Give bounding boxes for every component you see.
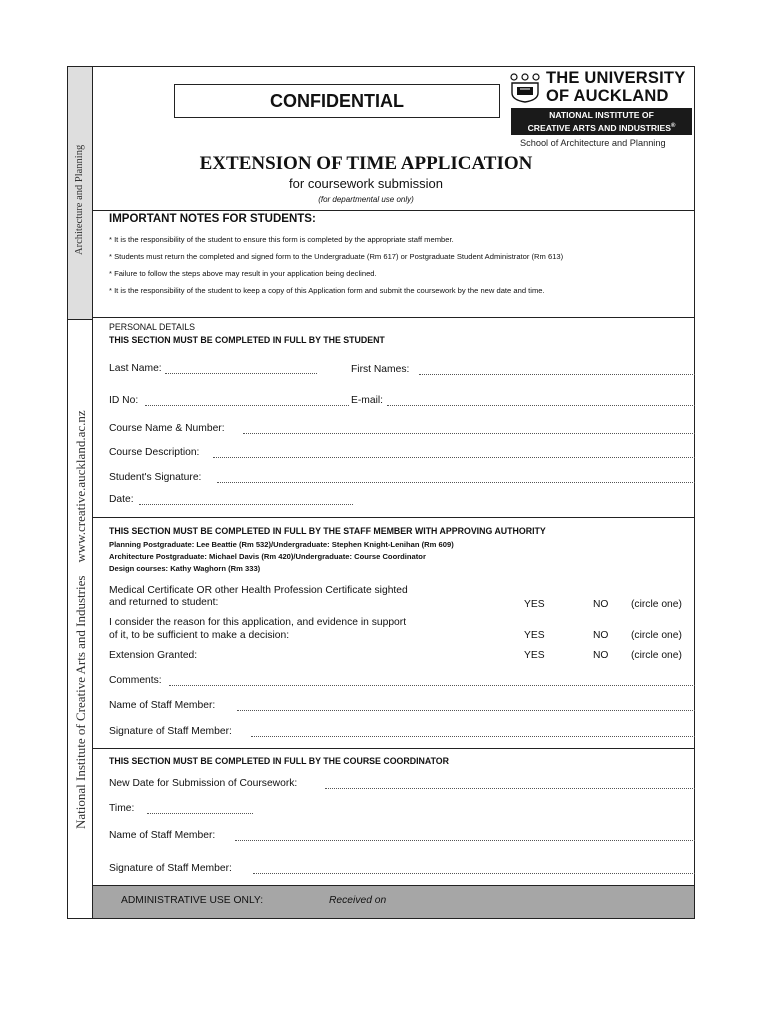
- id-no-label: ID No:: [109, 395, 139, 406]
- sidebar-institute-text: National Institute of Creative Arts and Industries www.creative.auckland.ac.nz: [73, 410, 88, 829]
- staff-contact: Planning Postgraduate: Lee Beattie (Rm 532)/Undergraduate: Stephen Knight-Lenihan (Rm 609): [109, 540, 454, 549]
- staff-signature-label: Signature of Staff Member:: [109, 726, 232, 737]
- staff-signature-field[interactable]: [251, 736, 695, 737]
- staff-contact: Architecture Postgraduate: Michael Davis (Rm 420)/Undergraduate: Course Coordinator: [109, 552, 426, 561]
- no-option[interactable]: NO: [593, 630, 609, 641]
- no-option[interactable]: NO: [593, 650, 609, 661]
- divider: [93, 517, 694, 518]
- coordinator-section-heading: THIS SECTION MUST BE COMPLETED IN FULL BY THE COURSE COORDINATOR: [109, 756, 449, 766]
- note-item: * It is the responsibility of the student to keep a copy of this Application form and submit the coursework by the new date and time.: [109, 286, 545, 295]
- staff-contact: Design courses: Kathy Waghorn (Rm 333): [109, 564, 261, 573]
- administrative-use-bar: [93, 885, 694, 918]
- note-item: * It is the responsibility of the student to ensure this form is completed by the appropriate staff member.: [109, 235, 454, 244]
- last-name-field[interactable]: [165, 373, 317, 374]
- course-name-field[interactable]: [243, 433, 695, 434]
- form-subtitle: for coursework submission: [289, 176, 443, 191]
- departmental-use-note: (for departmental use only): [318, 195, 414, 204]
- sidebar-department-text: Architecture and Planning: [74, 144, 85, 255]
- circle-one-note: (circle one): [631, 630, 682, 641]
- divider: [93, 317, 694, 318]
- note-item: * Students must return the completed and signed form to the Undergraduate (Rm 617) or Postgraduate Student Administrator (Rm 613): [109, 252, 564, 261]
- id-no-field[interactable]: [145, 405, 349, 406]
- received-on-label: Received on: [329, 895, 387, 906]
- yes-option[interactable]: YES: [524, 599, 545, 610]
- no-option[interactable]: NO: [593, 599, 609, 610]
- comments-field[interactable]: [169, 685, 695, 686]
- form-sidebar: [68, 67, 93, 918]
- circle-one-note: (circle one): [631, 599, 682, 610]
- staff-name-field[interactable]: [237, 710, 695, 711]
- university-name: THE UNIVERSITY OF AUCKLAND: [546, 69, 686, 105]
- crest-icon: [508, 73, 542, 103]
- divider: [93, 748, 694, 749]
- date-label: Date:: [109, 494, 134, 505]
- yes-option[interactable]: YES: [524, 630, 545, 641]
- university-logo: [506, 69, 696, 151]
- course-description-label: Course Description:: [109, 447, 200, 458]
- reason-question: I consider the reason for this application, and evidence in support: [109, 617, 407, 628]
- school-name: School of Architecture and Planning: [520, 138, 666, 148]
- medical-certificate-question-cont: and returned to student:: [109, 597, 219, 608]
- email-label: E-mail:: [351, 395, 384, 406]
- course-name-label: Course Name & Number:: [109, 423, 225, 434]
- coordinator-staff-name-field[interactable]: [235, 840, 695, 841]
- staff-section-heading: THIS SECTION MUST BE COMPLETED IN FULL BY THE STAFF MEMBER WITH APPROVING AUTHORITY: [109, 526, 546, 536]
- form-title: EXTENSION OF TIME APPLICATION: [199, 153, 533, 174]
- date-field[interactable]: [139, 504, 353, 505]
- extension-form: [67, 66, 695, 919]
- institute-banner: NATIONAL INSTITUTE OF CREATIVE ARTS AND INDUSTRIES®: [511, 108, 692, 135]
- extension-granted-question: Extension Granted:: [109, 650, 198, 661]
- comments-label: Comments:: [109, 675, 162, 686]
- time-field[interactable]: [147, 813, 253, 814]
- student-section-instruction: THIS SECTION MUST BE COMPLETED IN FULL BY THE STUDENT: [109, 335, 385, 345]
- first-names-field[interactable]: [419, 374, 695, 375]
- student-signature-field[interactable]: [217, 482, 695, 483]
- personal-details-heading: PERSONAL DETAILS: [109, 322, 196, 332]
- confidential-box: CONFIDENTIAL: [174, 84, 500, 118]
- circle-one-note: (circle one): [631, 650, 682, 661]
- yes-option[interactable]: YES: [524, 650, 545, 661]
- staff-name-label: Name of Staff Member:: [109, 700, 216, 711]
- admin-label: ADMINISTRATIVE USE ONLY:: [121, 895, 264, 906]
- last-name-label: Last Name:: [109, 363, 162, 374]
- reason-question-cont: of it, to be sufficient to make a decision:: [109, 630, 290, 641]
- coordinator-staff-signature-label: Signature of Staff Member:: [109, 863, 232, 874]
- notes-heading: IMPORTANT NOTES FOR STUDENTS:: [109, 213, 316, 225]
- first-names-label: First Names:: [351, 364, 410, 375]
- new-date-label: New Date for Submission of Coursework:: [109, 778, 298, 789]
- form-content: [93, 67, 694, 918]
- sidebar-shaded-panel: [68, 67, 92, 320]
- medical-certificate-question: Medical Certificate OR other Health Profession Certificate sighted: [109, 585, 408, 596]
- time-label: Time:: [109, 803, 135, 814]
- course-description-field[interactable]: [213, 457, 695, 458]
- coordinator-staff-name-label: Name of Staff Member:: [109, 830, 216, 841]
- coordinator-staff-signature-field[interactable]: [253, 873, 695, 874]
- email-field[interactable]: [387, 405, 695, 406]
- note-item: * Failure to follow the steps above may result in your application being declined.: [109, 269, 377, 278]
- divider: [93, 210, 694, 211]
- student-signature-label: Student's Signature:: [109, 472, 202, 483]
- new-date-field[interactable]: [325, 788, 695, 789]
